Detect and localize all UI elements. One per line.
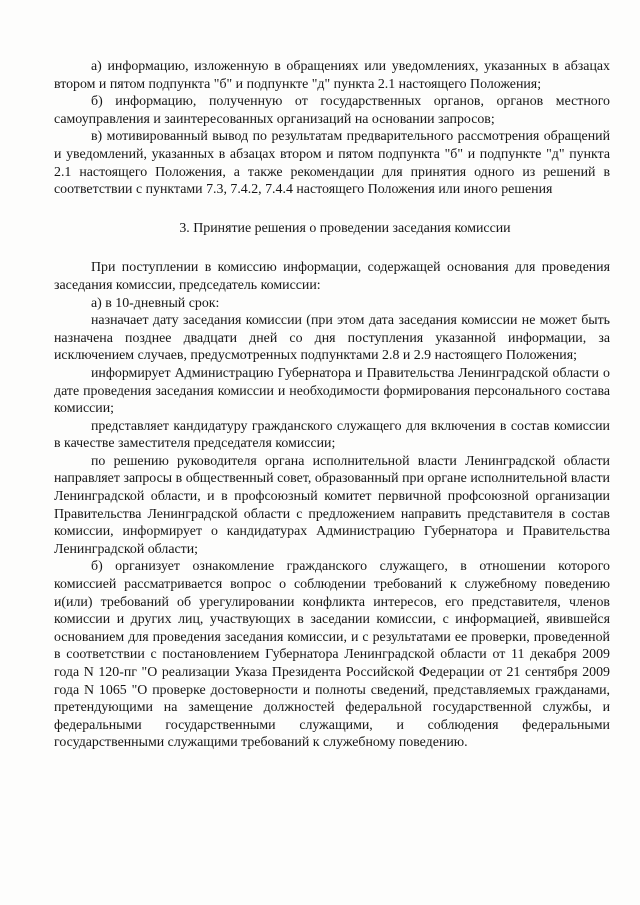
section-heading: 3. Принятие решения о проведении заседания комиссии: [179, 220, 511, 236]
paragraph-item-v: в) мотивированный вывод по результатам предварительного рассмотрения обращений и уведомлений, указанных в абзацах втором и пятом подпункта "б" и подпункте "д" пункта 2.1 настоящего Положения, а также рекомендации для принятия одного из решений в соответствии с пунктами 7.3, 7.4.2, 7.4.4 настоящего Положения или иного решения: [54, 129, 610, 198]
paragraph-item-b: б) информацию, полученную от государственных органов, органов местного самоуправления и заинтересованных организаций на основании запросов;: [54, 94, 610, 127]
paragraph-requests: по решению руководителя органа исполнительной власти Ленинградской области направляет запросы в общественный совет, образованный при органе исполнительной власти Ленинградской области, и в профсоюзный комитет первичной профсоюзной организации Правительства Ленинградской области с предложением направить представителя в состав комиссии, информирует о кандидатурах Администрацию Губернатора и Правительства Ленинградской области;: [54, 453, 610, 557]
section-intro-paragraph: При поступлении в комиссию информации, содержащей основания для проведения заседания комиссии, председатель комиссии:: [54, 260, 610, 293]
paragraph-assign-date: назначает дату заседания комиссии (при этом дата заседания комиссии не может быть назначена позднее двадцати дней со дня поступления указанной информации, за исключением случаев, предусмотренных подпунктами 2.8 и 2.9 настоящего Положения;: [54, 313, 610, 364]
paragraph-inform-administration: информирует Администрацию Губернатора и Правительства Ленинградской области о дате проведения заседания комиссии и необходимости формирования персонального состава комиссии;: [54, 365, 610, 417]
paragraph-candidate: представляет кандидатуру гражданского служащего для включения в состав комиссии в качестве заместителя председателя комиссии;: [54, 418, 610, 452]
paragraph-item-a: а) информацию, изложенную в обращениях или уведомлениях, указанных в абзацах втором и пятом подпункта "б" и подпункте "д" пункта 2.1 настоящего Положения;: [54, 59, 610, 92]
subitem-a-label: а) в 10-дневный срок:: [91, 295, 220, 311]
subitem-b-paragraph: б) организует ознакомление гражданского служащего, в отношении которого комиссией рассматривается вопрос о соблюдении требований к служебному поведению и(или) требований об урегулировании конфликта интересов, его представителя, членов комиссии и других лиц, участвующих в заседании комиссии, с информацией, явившейся основанием для проведения заседания комиссии, и с результатами ее проверки, проведенной в соответствии с постановлением Губернатора Ленинградской области от 11 декабря 2009 года N 120-пг "О реализации Указа Президента Российской Федерации от 21 сентября 2009 года N 1065 "О проверке достоверности и полноты сведений, представляемых гражданами, претендующими на замещение должностей федеральной государственной службы, и федеральными государственными служащими, и соблюдения федеральными государственными служащими требований к служебному поведению.: [54, 559, 610, 751]
